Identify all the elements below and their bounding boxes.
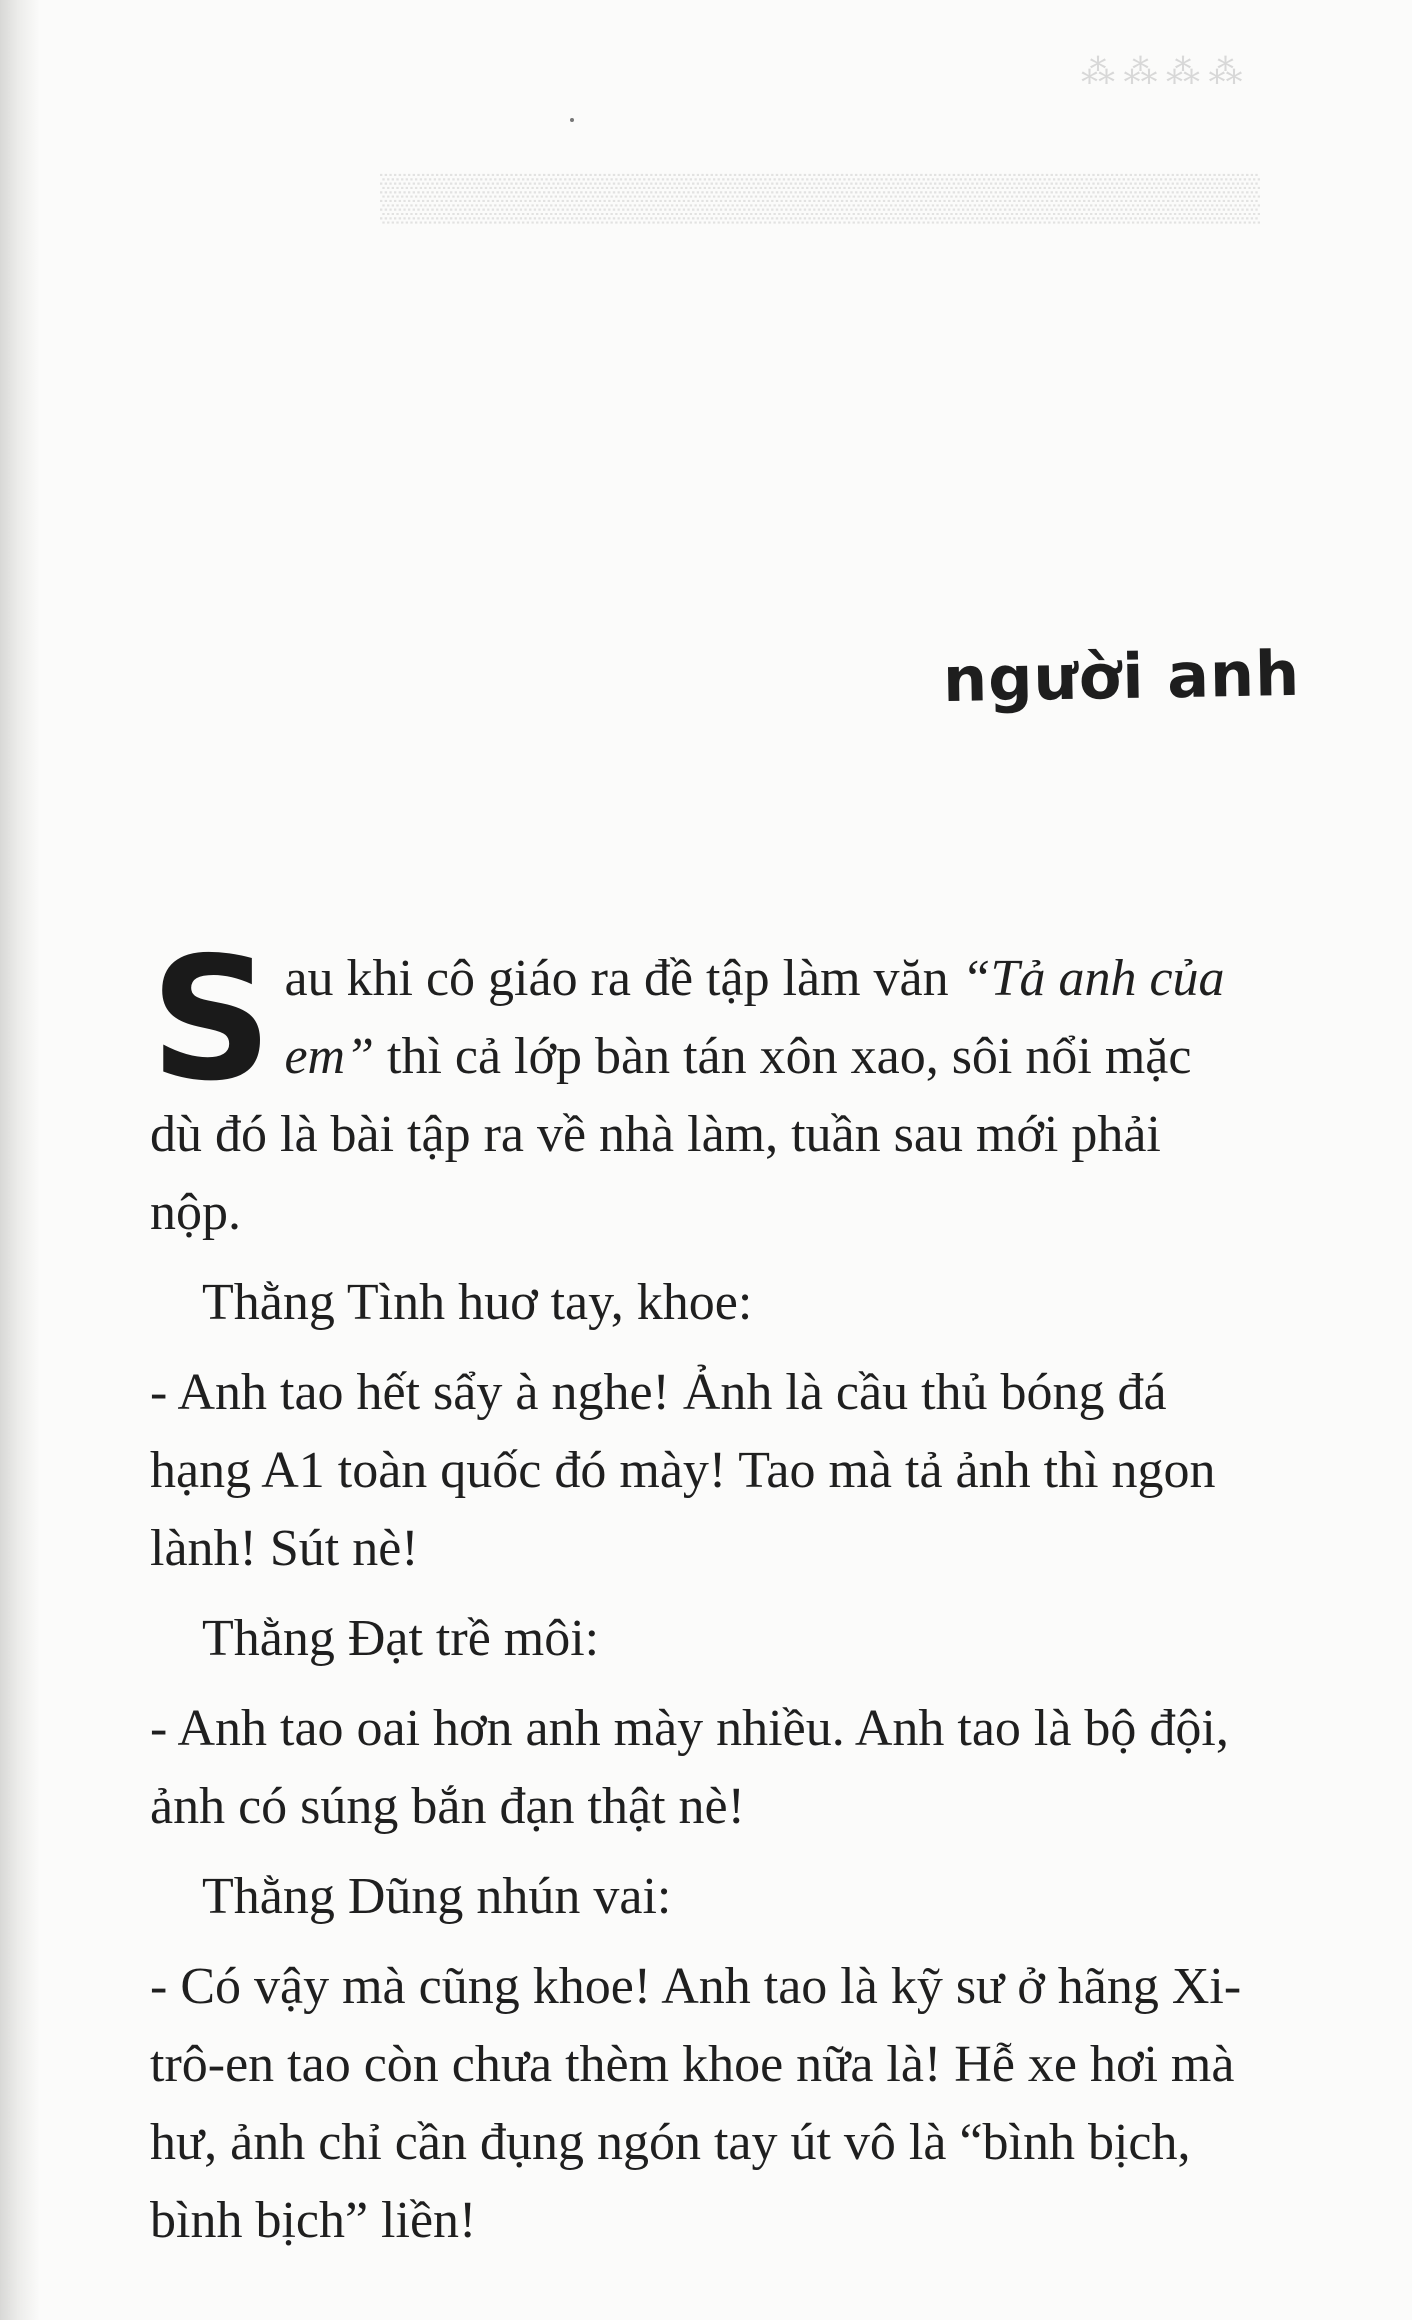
opening-text-end: thì cả lớp bàn tán xôn xao, sôi nổi mặc dù đó là bài tập ra về nhà làm, tuần sau mới phải nộp. [150, 1028, 1192, 1241]
bleed-through-running-head: ⁂ ⁂ ⁂ ⁂ [1080, 54, 1242, 91]
opening-paragraph [150, 921, 1250, 1252]
paragraph: Thằng Dũng nhún vai: [202, 1868, 672, 1925]
essay-title-quote: “Tả anh của em” [284, 950, 1225, 1085]
opening-text-start: au khi cô giáo ra đề tập làm văn [284, 950, 962, 1007]
drop-cap: S [150, 921, 273, 1119]
dialogue-line: - Anh tao oai hơn anh mày nhiều. Anh tao là bộ đội, ảnh có súng bắn đạn thật nè! [150, 1700, 1229, 1835]
dialogue-line: - Anh tao hết sẩy à nghe! Ảnh là cầu thủ bóng đá hạng A1 toàn quốc đó mày! Tao mà tả ảnh thì ngon lành! Sút nè! [150, 1364, 1216, 1577]
bleed-through-text: ▒▒▒▒▒▒▒▒▒▒▒▒▒▒▒▒▒▒▒▒▒▒▒▒▒▒▒ [380, 171, 1260, 222]
paragraph: Thằng Tình huơ tay, khoe: [202, 1274, 753, 1331]
page-binding-edge [0, 0, 40, 2320]
dialogue-line: - Có vậy mà cũng khoe! Anh tao là kỹ sư ở hãng Xi-trô-en tao còn chưa thèm khoe nữa là! Hễ xe hơi mà hư, ảnh chỉ cần đụng ngón tay út vô là “bình bịch, bình bịch” liền! [150, 1958, 1242, 2249]
paragraph: Thằng Đạt trề môi: [202, 1610, 600, 1667]
chapter-title: người anh [942, 636, 1301, 717]
body-text [150, 921, 1250, 2260]
ink-speck [570, 118, 574, 122]
